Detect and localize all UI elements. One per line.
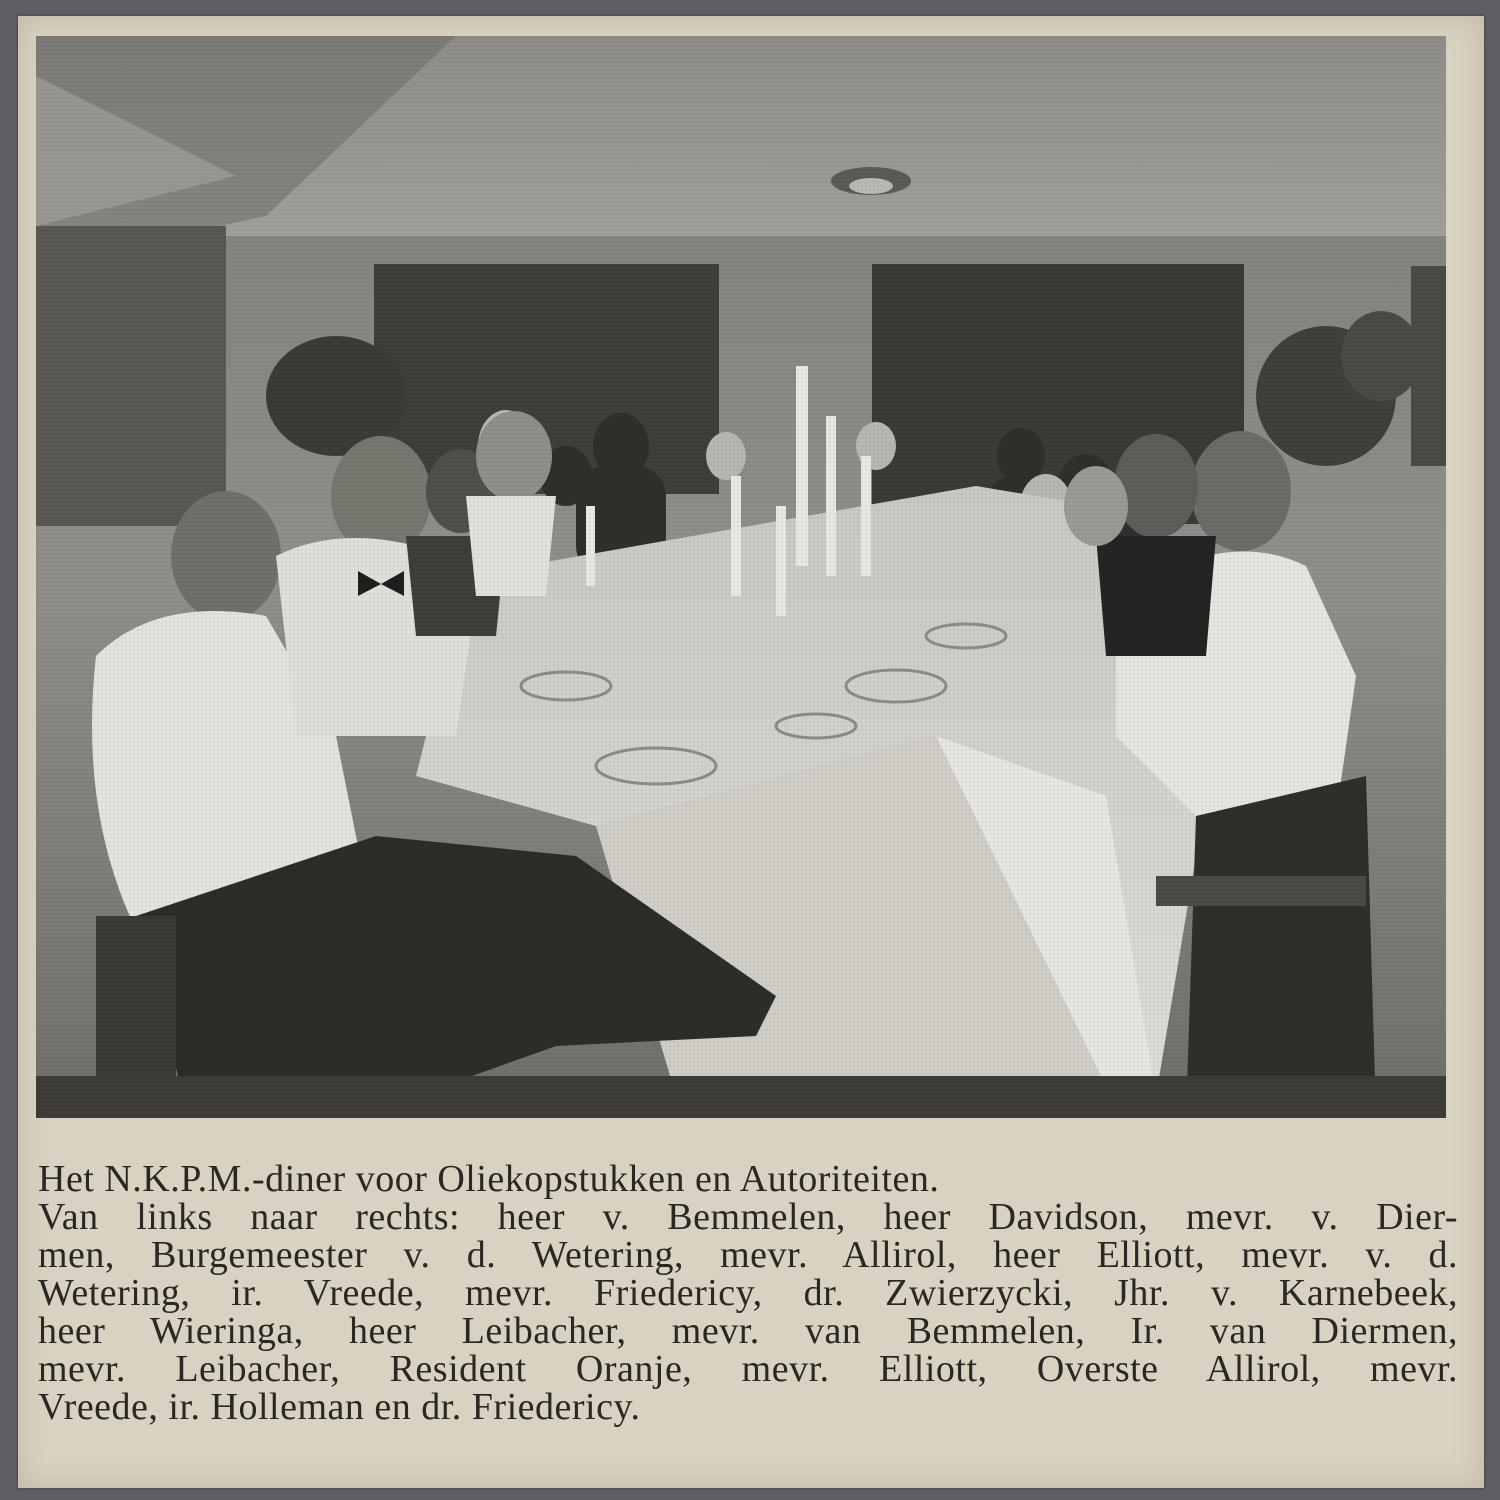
caption-line: Van links naar rechts: heer v. Bemmelen, heer Davidson, mevr. v. Dier-: [38, 1196, 1458, 1238]
caption-line: Wetering, ir. Vreede, mevr. Friedericy, dr. Zwierzycki, Jhr. v. Karnebeek,: [38, 1272, 1458, 1314]
caption: [38, 1160, 1458, 1426]
caption-title: Het N.K.P.M.-diner voor Oliekopstukken en Autoriteiten.: [38, 1158, 940, 1200]
caption-line: mevr. Leibacher, Resident Oranje, mevr. Elliott, Overste Allirol, mevr.: [38, 1348, 1458, 1390]
caption-line: heer Wieringa, heer Leibacher, mevr. van Bemmelen, Ir. van Diermen,: [38, 1310, 1458, 1352]
newspaper-clipping: [18, 16, 1484, 1488]
dinner-photo: [36, 36, 1446, 1118]
dinner-photo-image: [36, 36, 1446, 1118]
caption-line: men, Burgemeester v. d. Wetering, mevr. Allirol, heer Elliott, mevr. v. d.: [38, 1234, 1458, 1276]
caption-line: Vreede, ir. Holleman en dr. Friedericy.: [38, 1386, 641, 1428]
